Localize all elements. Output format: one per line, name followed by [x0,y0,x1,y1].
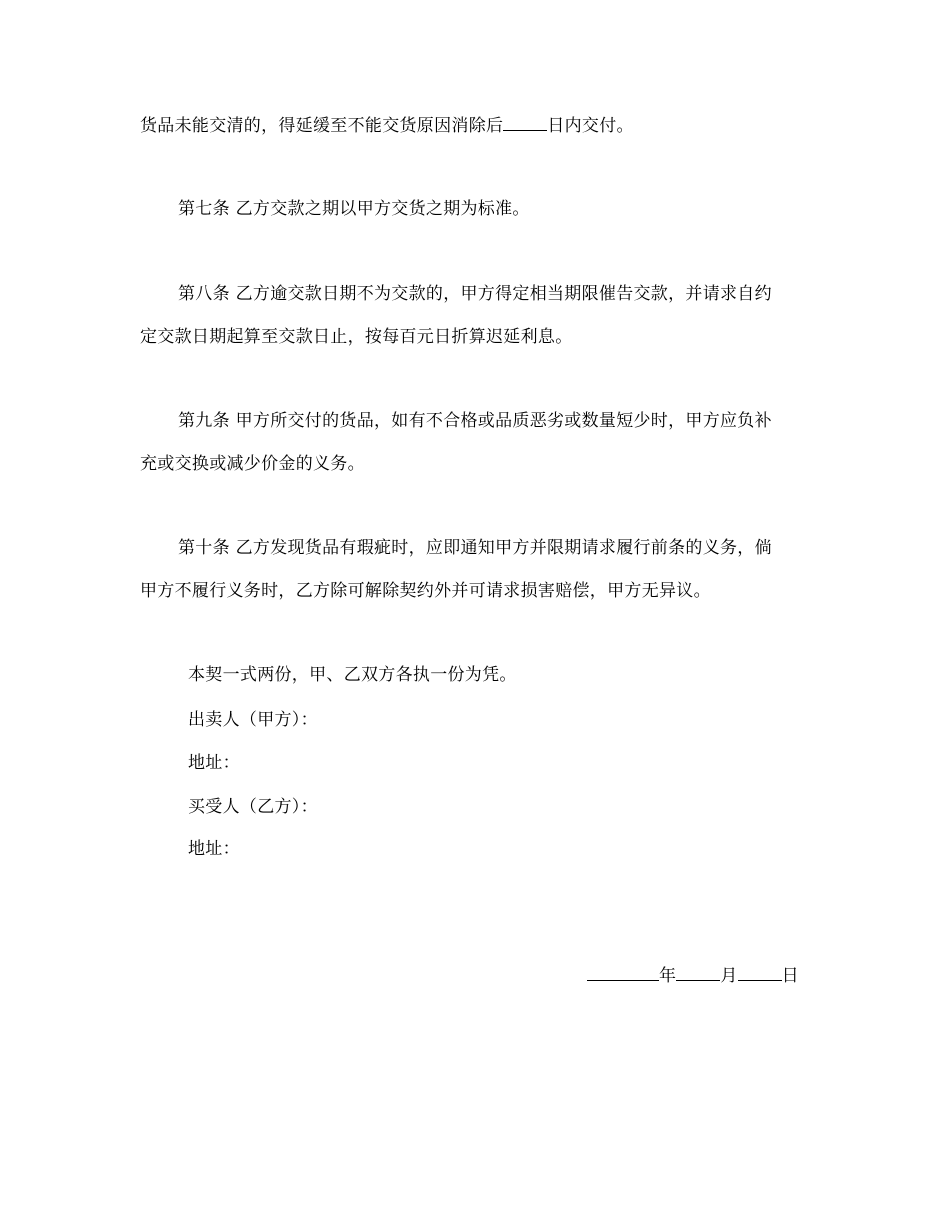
article-10-line-1: 第十条 乙方发现货品有瑕疵时，应即通知甲方并限期请求履行前条的义务，倘 [178,538,772,558]
copies-statement: 本契一式两份，甲、乙双方各执一份为凭。 [188,665,517,685]
article-8-line-1: 第八条 乙方逾交款日期不为交款的，甲方得定相当期限催告交款，并请求自约 [178,284,772,304]
article-8-line-2: 定交款日期起算至交款日止，按每百元日折算迟延利息。 [140,327,573,347]
buyer-label: 买受人（乙方）： [188,797,318,817]
year-label: 年 [659,966,677,986]
paragraph-6-continuation [140,114,634,137]
buyer-address-label: 地址： [188,839,240,859]
seller-address-label: 地址： [188,753,240,773]
month-blank [676,964,720,981]
p6-text-after: 日内交付。 [547,116,634,136]
article-7: 第七条 乙方交款之期以甲方交货之期为标准。 [178,199,530,219]
article-9-line-1: 第九条 甲方所交付的货品，如有不合格或品质恶劣或数量短少时，甲方应负补 [178,411,772,431]
seller-label: 出卖人（甲方）： [188,710,318,730]
year-blank [587,964,659,981]
date-line [587,964,799,987]
month-label: 月 [720,966,738,986]
p6-text-before: 货品未能交清的，得延缓至不能交货原因消除后 [140,116,504,136]
article-10-line-2: 甲方不履行义务时，乙方除可解除契约外并可请求损害赔偿，甲方无异议。 [140,581,711,601]
days-blank [503,114,547,131]
day-label: 日 [781,966,799,986]
article-9-line-2: 充或交换或减少价金的义务。 [140,454,365,474]
day-blank [738,964,782,981]
